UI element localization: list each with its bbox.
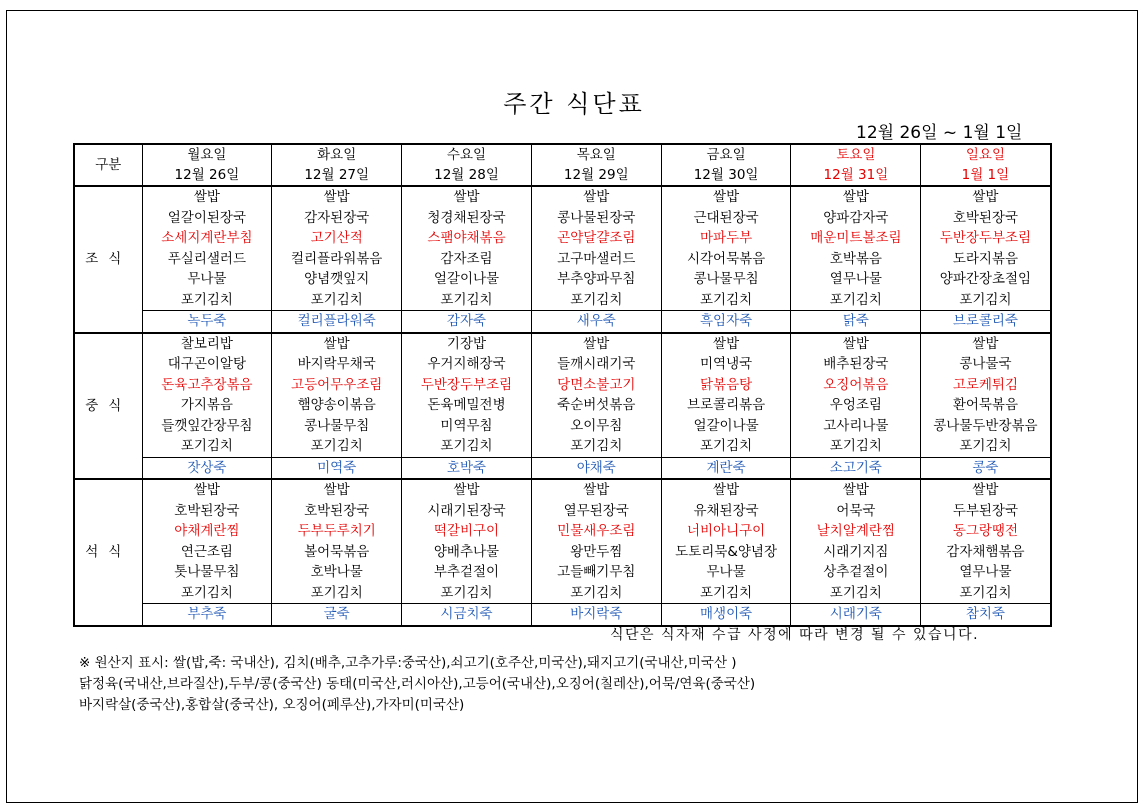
day-header <box>921 144 1051 186</box>
menu-item: 얼갈이나물 <box>433 271 500 287</box>
origin-note: 닭정육(국내산,브라질산),두부/콩(중국산) 동태(미국산,러시아산),고등어(국내산),오징어(칠레산),어묵/연육(중국산) <box>79 676 756 692</box>
day-date: 12월 30일 <box>693 167 759 183</box>
main-dish: 너비아니구이 <box>686 523 766 539</box>
menu-item: 우거지해장국 <box>427 356 506 372</box>
menu-item: 포기김치 <box>570 291 623 308</box>
menu-item: 포기김치 <box>180 438 233 454</box>
menu-item: 들깻잎간장무침 <box>161 417 253 434</box>
day-name: 월요일 <box>187 147 227 163</box>
menu-item: 포기김치 <box>959 438 1012 454</box>
menu-cell <box>791 186 921 333</box>
menu-item: 어묵국 <box>836 502 876 519</box>
menu-item: 감자채햄볶음 <box>946 543 1025 560</box>
menu-item: 포기김치 <box>310 438 363 454</box>
menu-item: 포기김치 <box>700 291 753 308</box>
menu-item: 호박된장국 <box>304 502 370 519</box>
menu-item: 부추양파무침 <box>557 271 636 287</box>
menu-item: 포기김치 <box>570 438 623 454</box>
menu-item: 도토리묵&양념장 <box>675 543 777 560</box>
menu-item: 볼어묵볶음 <box>304 543 370 560</box>
origin-note: 바지락살(중국산),홍합살(중국산), 오징어(페루산),가자미(미국산) <box>79 697 465 713</box>
change-notice: 식단은 식자재 수급 사정에 따라 변경 될 수 있습니다. <box>610 627 980 643</box>
day-name: 일요일 <box>965 147 1005 163</box>
main-dish: 날치알계란찜 <box>816 523 895 539</box>
menu-cell <box>272 186 402 333</box>
menu-item: 열무나물 <box>829 271 882 287</box>
main-dish: 두반장두부조림 <box>420 376 513 393</box>
menu-item: 얼갈이된장국 <box>167 209 247 226</box>
menu-cell <box>272 479 402 626</box>
menu-item: 감자조림 <box>440 250 493 267</box>
main-dish: 소세지계란부침 <box>161 230 253 246</box>
menu-item: 포기김치 <box>829 291 882 308</box>
menu-item: 근대된장국 <box>693 209 759 226</box>
menu-item: 포기김치 <box>959 584 1012 601</box>
menu-item: 쌀밥 <box>842 482 869 498</box>
porridge-item: 녹두죽 <box>143 310 272 332</box>
menu-cell <box>142 186 272 333</box>
menu-item: 고구마샐러드 <box>557 250 636 267</box>
header-row <box>74 144 1051 186</box>
menu-item: 오이무침 <box>570 417 623 434</box>
menu-item: 쌀밥 <box>583 189 610 205</box>
meal-label: 조식 <box>74 186 142 333</box>
main-dish: 민물새우조림 <box>557 523 636 539</box>
menu-item: 왕만두찜 <box>570 543 623 560</box>
menu-item: 쌀밥 <box>583 482 610 498</box>
menu-cell <box>791 479 921 626</box>
menu-cell <box>921 479 1051 626</box>
menu-item: 배추된장국 <box>823 356 889 372</box>
menu-cell <box>921 186 1051 333</box>
menu-item: 고사리나물 <box>823 417 889 434</box>
day-header <box>791 144 921 186</box>
porridge-item: 참치죽 <box>921 603 1049 625</box>
menu-item: 두부된장국 <box>952 502 1019 519</box>
menu-item: 미역냉국 <box>700 356 753 372</box>
menu-item: 쌀밥 <box>193 189 220 205</box>
menu-item: 콩나물국 <box>959 356 1012 372</box>
menu-item: 부추겉절이 <box>433 564 500 580</box>
page-title: 주간 식단표 <box>503 90 645 118</box>
menu-item: 쌀밥 <box>453 189 480 205</box>
menu-item: 상추겉절이 <box>823 564 889 580</box>
porridge-item: 부추죽 <box>143 603 272 625</box>
porridge-item: 콩죽 <box>921 457 1049 479</box>
menu-item: 쌀밥 <box>972 335 999 352</box>
menu-cell <box>142 479 272 626</box>
menu-item: 미역무침 <box>440 417 493 434</box>
menu-item: 포기김치 <box>829 438 882 454</box>
porridge-item: 잣상죽 <box>143 457 272 479</box>
menu-cell <box>921 333 1051 480</box>
menu-item: 기장밥 <box>446 335 487 352</box>
day-date: 1월 1일 <box>961 167 1010 183</box>
menu-item: 쌀밥 <box>323 335 350 352</box>
menu-item: 포기김치 <box>440 584 493 601</box>
menu-item: 콩나물된장국 <box>557 209 636 226</box>
menu-item: 쌀밥 <box>842 335 869 352</box>
meal-row <box>74 479 1051 626</box>
menu-item: 감자된장국 <box>304 209 370 226</box>
porridge-item: 미역죽 <box>272 457 401 479</box>
main-dish: 닭볶음탕 <box>700 376 753 393</box>
porridge-item: 흑임자죽 <box>662 310 791 332</box>
menu-item: 양념깻잎지 <box>304 271 370 287</box>
menu-cell <box>402 186 532 333</box>
menu-item: 우엉조림 <box>829 397 882 413</box>
menu-item: 쌀밥 <box>842 189 869 205</box>
main-dish: 고기산적 <box>310 230 363 246</box>
porridge-item: 시금치죽 <box>402 603 531 625</box>
meal-row <box>74 333 1051 480</box>
menu-item: 연근조림 <box>180 543 233 560</box>
porridge-item: 계란죽 <box>662 457 791 479</box>
meal-label: 중식 <box>74 333 142 480</box>
menu-item: 포기김치 <box>570 584 623 601</box>
day-header <box>402 144 532 186</box>
menu-item: 포기김치 <box>180 584 233 601</box>
main-dish: 돈육고추장볶음 <box>161 376 253 393</box>
menu-item: 유채된장국 <box>693 502 759 519</box>
menu-item: 무나물 <box>187 271 227 287</box>
porridge-item: 시래기죽 <box>791 603 920 625</box>
menu-item: 포기김치 <box>180 291 233 308</box>
main-dish: 당면소불고기 <box>557 376 636 393</box>
main-dish: 두반장두부조림 <box>939 230 1032 246</box>
menu-item: 호박된장국 <box>952 209 1019 226</box>
main-dish: 고등어무우조림 <box>291 376 383 393</box>
day-header <box>661 144 791 186</box>
porridge-item: 브로콜리죽 <box>921 310 1049 332</box>
origin-note: ※ 원산지 표시: 쌀(밥,죽: 국내산), 김치(배추,고추가루:중국산),쇠고기(호주산,미국산),돼지고기(국내산,미국산 ) <box>79 655 737 671</box>
menu-item: 포기김치 <box>829 584 882 601</box>
menu-item: 찰보리밥 <box>180 335 233 352</box>
day-date: 12월 28일 <box>434 167 499 183</box>
day-date: 12월 26일 <box>174 167 240 183</box>
main-dish: 스팸야채볶음 <box>427 230 506 246</box>
menu-item: 무나물 <box>706 564 746 580</box>
menu-item: 죽순버섯볶음 <box>557 397 636 413</box>
menu-item: 쌀밥 <box>713 189 740 205</box>
main-dish: 야채계란찜 <box>174 523 240 539</box>
menu-item: 열무된장국 <box>563 502 629 519</box>
menu-item: 쌀밥 <box>323 189 350 205</box>
day-name: 화요일 <box>317 147 357 163</box>
menu-item: 쌀밥 <box>713 482 740 498</box>
menu-item: 포기김치 <box>700 584 753 601</box>
menu-item: 고들빼기무침 <box>557 564 636 580</box>
date-range: 12월 26일 ~ 1월 1일 <box>856 123 1023 143</box>
porridge-item: 야채죽 <box>532 457 661 479</box>
menu-item: 쌀밥 <box>193 482 220 498</box>
main-dish: 동그랑땡전 <box>952 523 1019 539</box>
day-header <box>531 144 661 186</box>
menu-item: 얼갈이나물 <box>693 417 759 434</box>
menu-item: 시각어묵볶음 <box>686 250 766 267</box>
menu-cell <box>791 333 921 480</box>
day-date: 12월 29일 <box>563 167 629 183</box>
menu-item: 쌀밥 <box>713 335 740 352</box>
menu-item: 포기김치 <box>440 438 493 454</box>
menu-item: 컬리플라워볶음 <box>291 250 383 267</box>
main-dish: 고로케튀김 <box>952 376 1019 393</box>
menu-item: 시래기지짐 <box>823 543 889 560</box>
menu-cell <box>402 333 532 480</box>
main-dish: 매운미트볼조림 <box>810 230 902 246</box>
main-dish: 곤약달걀조림 <box>557 230 636 246</box>
menu-item: 쌀밥 <box>323 482 350 498</box>
menu-item: 쌀밥 <box>453 482 480 498</box>
main-dish: 떡갈비구이 <box>433 523 500 539</box>
main-dish: 마파두부 <box>700 230 753 246</box>
menu-cell <box>531 479 661 626</box>
category-header: 구분 <box>74 144 142 186</box>
porridge-item: 호박죽 <box>402 457 531 479</box>
menu-item: 호박나물 <box>310 564 363 580</box>
menu-item: 햄양송이볶음 <box>297 397 376 413</box>
menu-item: 호박된장국 <box>174 502 240 519</box>
menu-item: 포기김치 <box>310 584 363 601</box>
menu-item: 양파간장초절임 <box>939 271 1032 287</box>
menu-item: 가지볶음 <box>180 397 233 413</box>
menu-item: 도라지볶음 <box>952 250 1019 267</box>
porridge-item: 감자죽 <box>402 310 531 332</box>
menu-cell <box>531 186 661 333</box>
day-name: 목요일 <box>576 147 616 163</box>
weekly-menu-table <box>73 143 1052 627</box>
menu-item: 대구곤이알탕 <box>167 356 247 372</box>
meal-label: 석식 <box>74 479 142 626</box>
day-name: 토요일 <box>836 147 876 163</box>
menu-cell <box>402 479 532 626</box>
menu-item: 포기김치 <box>700 438 753 454</box>
porridge-item: 새우죽 <box>532 310 661 332</box>
menu-item: 시래기된장국 <box>427 502 506 519</box>
menu-item: 콩나물무침 <box>693 271 759 287</box>
menu-item: 쌀밥 <box>972 482 999 498</box>
menu-item: 쌀밥 <box>972 189 999 205</box>
menu-item: 호박볶음 <box>829 250 882 267</box>
porridge-item: 컬리플라워죽 <box>272 310 401 332</box>
menu-item: 열무나물 <box>959 564 1012 580</box>
menu-item: 환어묵볶음 <box>952 397 1019 413</box>
menu-item: 콩나물두반장볶음 <box>933 417 1038 434</box>
menu-item: 포기김치 <box>959 291 1012 308</box>
menu-item: 바지락무채국 <box>297 356 376 372</box>
porridge-item: 닭죽 <box>791 310 920 332</box>
day-date: 12월 31일 <box>823 167 889 183</box>
porridge-item: 바지락죽 <box>532 603 661 625</box>
menu-cell <box>661 186 791 333</box>
menu-cell <box>272 333 402 480</box>
day-date: 12월 27일 <box>304 167 370 183</box>
menu-cell <box>661 479 791 626</box>
menu-item: 들깨시래기국 <box>557 356 636 372</box>
menu-item: 청경채된장국 <box>427 209 506 226</box>
menu-item: 포기김치 <box>440 291 493 308</box>
main-dish: 두부두루치기 <box>297 523 376 539</box>
menu-cell <box>661 333 791 480</box>
meal-row <box>74 186 1051 333</box>
porridge-item: 소고기죽 <box>791 457 920 479</box>
day-header <box>272 144 402 186</box>
menu-item: 브로콜리볶음 <box>686 397 766 413</box>
day-name: 수요일 <box>446 147 487 163</box>
porridge-item: 굴죽 <box>272 603 401 625</box>
day-header <box>142 144 272 186</box>
porridge-item: 매생이죽 <box>662 603 791 625</box>
main-dish: 오징어볶음 <box>823 376 889 393</box>
menu-item: 양배추나물 <box>433 543 500 560</box>
menu-item: 콩나물무침 <box>304 417 370 434</box>
menu-item: 돈육메밀전병 <box>427 397 506 413</box>
day-name: 금요일 <box>706 147 746 163</box>
menu-item: 양파감자국 <box>823 209 889 226</box>
menu-item: 쌀밥 <box>583 335 610 352</box>
menu-cell <box>531 333 661 480</box>
menu-item: 톳나물무침 <box>174 564 240 580</box>
menu-cell <box>142 333 272 480</box>
menu-item: 푸실리샐러드 <box>167 250 247 267</box>
menu-item: 포기김치 <box>310 291 363 308</box>
